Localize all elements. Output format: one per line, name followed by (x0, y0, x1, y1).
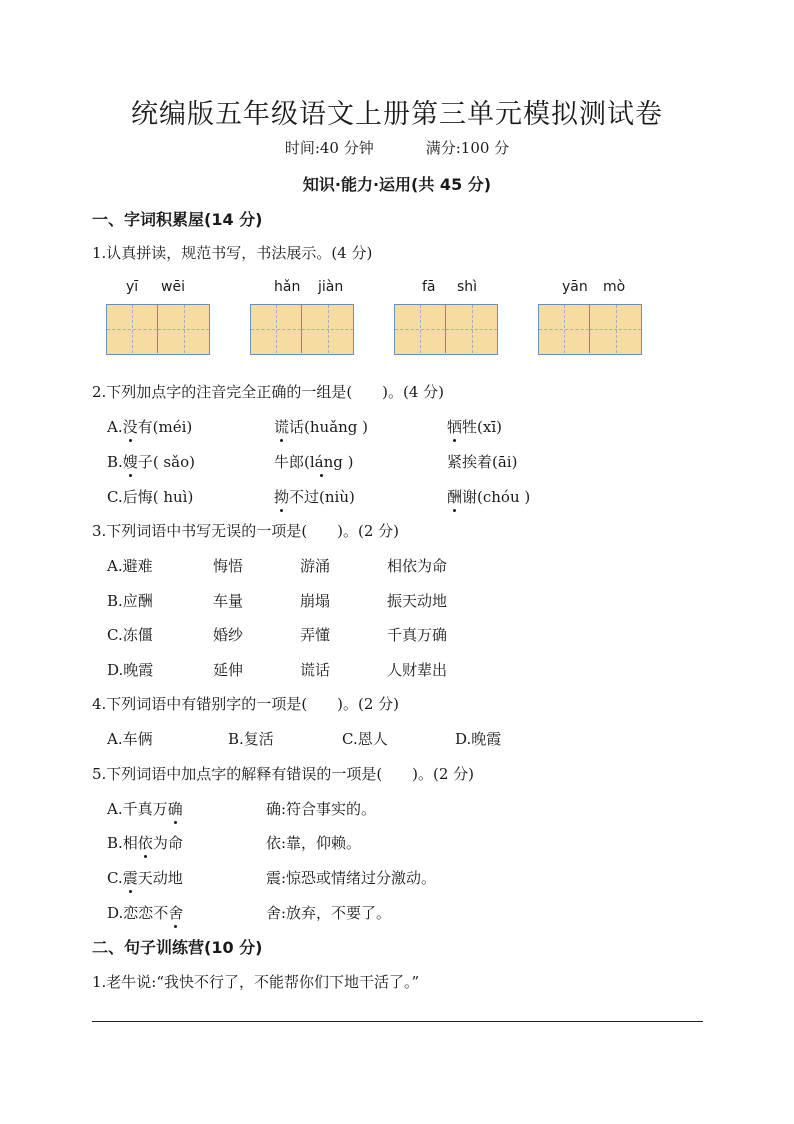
dotted-char: 谎 (274, 418, 290, 436)
pinyin-1a: yī (126, 279, 139, 295)
grid-cell[interactable] (107, 305, 158, 353)
pinyin-4b: mò (603, 279, 626, 295)
pinyin-4a: yān (562, 279, 588, 295)
option-text: 为命 (152, 834, 183, 852)
q3-word: 人财辈出 (387, 661, 448, 679)
option-text: 悔( huì) (137, 488, 194, 506)
writing-grid-1[interactable] (106, 304, 210, 355)
grid-cell[interactable] (251, 305, 302, 353)
grid-cell[interactable] (446, 305, 497, 353)
q2-text: 2.下列加点字的注音完全正确的一组是( )。(4 分) (92, 383, 445, 401)
q2-option-c-1[interactable] (107, 486, 193, 507)
dotted-char: 嫂 (122, 453, 138, 471)
q3-word: 相依为命 (387, 557, 448, 575)
q3-text: 3.下列词语中书写无误的一项是( )。(2 分) (92, 522, 400, 540)
q2-option-a-1[interactable] (107, 416, 192, 437)
dotted-char: 确 (167, 800, 183, 818)
q2-option-a-3 (447, 416, 502, 437)
q1-text: 1.认真拼读，规范书写，书法展示。(4 分) (92, 244, 373, 262)
option-text: A.千真万 (107, 800, 168, 818)
page-title: 统编版五年级语文上册第三单元模拟测试卷 (131, 99, 663, 130)
option-text: 天动地 (137, 869, 183, 887)
option-char: 牛 (274, 453, 290, 471)
q5-option-b[interactable] (107, 832, 183, 853)
q5-option-c[interactable] (107, 867, 183, 888)
part1-heading: 一、字词积累屋(14 分) (92, 210, 263, 229)
option-text: 有(méi) (137, 418, 193, 436)
full-score: 满分:100 分 (425, 139, 510, 157)
answer-line[interactable] (92, 1021, 703, 1022)
q3-word: 振天动地 (387, 592, 448, 610)
grid-cell[interactable] (302, 305, 353, 353)
dotted-char: 郎(láng ) (289, 453, 354, 471)
q3-word: 延伸 (213, 661, 244, 679)
q5-option-d[interactable] (107, 902, 183, 923)
pinyin-3b: shì (457, 279, 478, 295)
q3-option-b[interactable]: B.应酬 (107, 592, 153, 610)
q3-word: 崩塌 (300, 592, 331, 610)
q3-option-d[interactable]: D.晚霞 (107, 661, 154, 679)
pinyin-2b: jiàn (318, 279, 344, 295)
option-text: C. (107, 869, 123, 887)
part2-q1-text: 1.老牛说:“我快不行了，不能帮你们下地干活了。” (92, 973, 420, 991)
option-letter: B. (107, 453, 123, 471)
q5-definition: 震:惊恐或情绪过分激动。 (266, 869, 437, 887)
q3-word: 游涌 (300, 557, 331, 575)
writing-grid-4[interactable] (538, 304, 642, 355)
grid-cell[interactable] (539, 305, 590, 353)
q4-option-d[interactable]: D.晚霞 (455, 730, 502, 748)
option-char: 后 (122, 488, 138, 506)
option-text: B.相 (107, 834, 138, 852)
option-text: 话(huǎng ) (289, 418, 369, 436)
q5-definition: 依:靠，仰赖。 (266, 834, 362, 852)
dotted-char: 没 (122, 418, 138, 436)
q2-option-c-3 (447, 486, 530, 507)
q3-word: 婚纱 (213, 626, 244, 644)
q4-option-b[interactable]: B.复活 (228, 730, 274, 748)
q5-definition: 舍:放弃，不要了。 (266, 904, 392, 922)
q3-option-c[interactable]: C.冻僵 (107, 626, 153, 644)
pinyin-3a: fā (422, 279, 436, 295)
q2-option-c-2 (274, 486, 355, 507)
q2-option-b-2 (274, 451, 354, 472)
exam-info (0, 137, 794, 158)
dotted-char: 拗 (274, 488, 290, 506)
writing-grid-3[interactable] (394, 304, 498, 355)
q5-text: 5.下列词语中加点字的解释有错误的一项是( )。(2 分) (92, 765, 475, 783)
q2-option-b-3 (447, 451, 517, 472)
grid-cell[interactable] (395, 305, 446, 353)
q3-word: 千真万确 (387, 626, 448, 644)
dotted-char: 酬 (447, 488, 463, 506)
option-text: 谢(chóu ) (462, 488, 531, 506)
q3-word: 悔悟 (213, 557, 244, 575)
dotted-char: 依 (137, 834, 153, 852)
dotted-char: 震 (122, 869, 138, 887)
grid-cell[interactable] (590, 305, 641, 353)
option-text: 挨着(āi) (462, 453, 518, 471)
q3-word: 谎话 (300, 661, 331, 679)
q2-option-b-1[interactable] (107, 451, 195, 472)
option-text: D.恋恋不 (107, 904, 169, 922)
q3-word: 弄懂 (300, 626, 331, 644)
q5-definition: 确:符合事实的。 (266, 800, 377, 818)
q5-option-a[interactable] (107, 798, 183, 819)
option-text: 不过(niù) (289, 488, 355, 506)
q3-option-a[interactable]: A.避难 (107, 557, 153, 575)
time-limit: 时间:40 分钟 (284, 139, 374, 157)
writing-grid-2[interactable] (250, 304, 354, 355)
section-header: 知识·能力·运用(共 45 分) (302, 175, 492, 194)
q3-word: 车量 (213, 592, 244, 610)
q4-option-a[interactable]: A.车俩 (107, 730, 153, 748)
dotted-char: 牺 (447, 418, 463, 436)
option-char: 紧 (447, 453, 463, 471)
q4-text: 4.下列词语中有错别字的一项是( )。(2 分) (92, 695, 400, 713)
q4-option-c[interactable]: C.恩人 (342, 730, 388, 748)
option-text: 子( sǎo) (137, 453, 195, 471)
option-text: 牲(xī) (462, 418, 502, 436)
q2-option-a-2 (274, 416, 368, 437)
dotted-char: 舍 (168, 904, 184, 922)
grid-cell[interactable] (158, 305, 209, 353)
pinyin-2a: hǎn (274, 279, 301, 295)
pinyin-1b: wēi (161, 279, 185, 295)
part2-heading: 二、句子训练营(10 分) (92, 938, 263, 957)
option-letter: C. (107, 488, 123, 506)
option-letter: A. (107, 418, 123, 436)
